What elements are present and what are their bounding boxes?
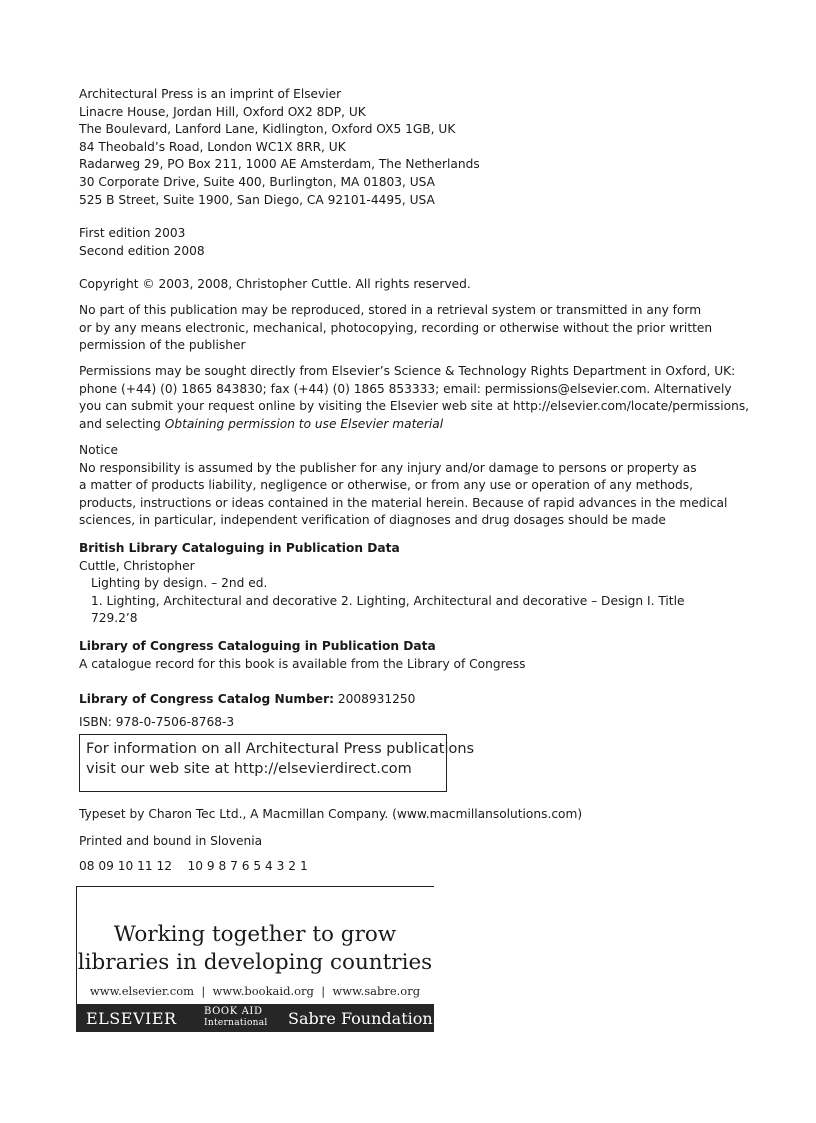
edition-history	[79, 225, 205, 260]
banner-logo-bar	[76, 1004, 434, 1032]
cip-classification: 729.2’8	[91, 611, 138, 626]
permissions-line	[79, 416, 749, 434]
edition-line: Second edition 2008	[79, 243, 205, 258]
permissions-line: phone (+44) (0) 1865 843830; fax (+44) (0) 1865 853333; email: permissions@elsevier.com. Alternatively	[79, 381, 732, 396]
permissions-italic: Obtaining permission to use Elsevier material	[164, 416, 444, 431]
notice-line: No responsibility is assumed by the publisher for any injury and/or damage to persons or property as	[79, 460, 697, 475]
permissions-prefix: and selecting	[79, 416, 165, 431]
address-line: 30 Corporate Drive, Suite 400, Burlington, MA 01803, USA	[79, 174, 435, 189]
address-line: Radarweg 29, PO Box 211, 1000 AE Amsterdam, The Netherlands	[79, 157, 480, 172]
address-line: 525 B Street, Suite 1900, San Diego, CA 92101-4495, USA	[79, 192, 435, 207]
rights-line: No part of this publication may be reproduced, stored in a retrieval system or transmitted in any form	[79, 303, 702, 317]
isbn	[79, 714, 234, 732]
permissions-statement	[79, 363, 749, 433]
permissions-line: Permissions may be sought directly from Elsevier’s Science & Technology Rights Department in Oxford, UK:	[79, 364, 736, 378]
info-box-line: For information on all Architectural Press publications	[86, 741, 475, 757]
edition-line: First edition 2003	[79, 226, 186, 240]
cip-author: Cuttle, Christopher	[79, 558, 195, 573]
notice-section	[79, 442, 727, 530]
loc-cip	[79, 638, 526, 673]
printed-line: Printed and bound in Slovenia	[79, 834, 263, 848]
loc-text: A catalogue record for this book is available from the Library of Congress	[79, 656, 526, 671]
banner-links: www.elsevier.com | www.bookaid.org | www.sabre.org	[89, 984, 421, 998]
banner-top-rule	[76, 886, 434, 887]
copyright-line: Copyright © 2003, 2008, Christopher Cuttle. All rights reserved.	[79, 277, 471, 291]
british-library-cip	[79, 540, 684, 628]
notice-line: products, instructions or ideas contained in the material herein. Because of rapid advances in the medical	[79, 495, 728, 510]
address-line: The Boulevard, Lanford Lane, Kidlington, Oxford OX5 1GB, UK	[79, 122, 456, 137]
bookaid-logo-sub: International	[204, 1018, 268, 1028]
cip-subjects: 1. Lighting, Architectural and decorative 2. Lighting, Architectural and decorative – Design I. Title	[91, 593, 685, 608]
permissions-line: you can submit your request online by visiting the Elsevier web site at http://elsevier.com/locate/permissions,	[79, 399, 750, 414]
copyright-notice	[79, 276, 471, 294]
address-line: Linacre House, Jordan Hill, Oxford OX2 8DP, UK	[79, 104, 366, 119]
bookaid-logo: BOOK AID	[204, 1006, 263, 1017]
loc-number-label: Library of Congress Catalog Number:	[79, 692, 334, 706]
address-line: 84 Theobald’s Road, London WC1X 8RR, UK	[79, 139, 346, 154]
british-library-heading: British Library Cataloguing in Publication Data	[79, 541, 400, 555]
typeset-credit	[79, 806, 582, 824]
sabre-logo: Sabre Foundation	[288, 1009, 433, 1028]
info-box	[79, 734, 475, 792]
isbn-line: ISBN: 978-0-7506-8768-3	[79, 715, 235, 729]
rights-line: or by any means electronic, mechanical, photocopying, recording or otherwise without the prior written	[79, 320, 713, 335]
publisher-addresses	[79, 86, 480, 209]
print-number-line: 08 09 10 11 12 10 9 8 7 6 5 4 3 2 1	[79, 859, 308, 873]
loc-number-value: 2008931250	[333, 692, 416, 706]
print-line	[79, 858, 308, 876]
printed-credit	[79, 833, 262, 851]
rights-statement	[79, 302, 712, 355]
rights-line: permission of the publisher	[79, 338, 246, 353]
banner-headline-1: Working together to grow	[113, 922, 397, 947]
notice-line: sciences, in particular, independent verification of diagnoses and drug dosages should be made	[79, 513, 666, 528]
loc-heading: Library of Congress Cataloguing in Publication Data	[79, 639, 436, 653]
notice-heading: Notice	[79, 443, 118, 457]
loc-catalog-number	[79, 691, 415, 709]
banner-headline-2: libraries in developing countries	[77, 950, 433, 975]
notice-line: a matter of products liability, negligence or otherwise, or from any use or operation of any methods,	[79, 478, 693, 493]
info-box-line: visit our web site at http://elsevierdirect.com	[86, 761, 412, 777]
address-line: Architectural Press is an imprint of Elsevier	[79, 87, 342, 101]
cip-title: Lighting by design. – 2nd ed.	[91, 576, 268, 591]
typeset-line: Typeset by Charon Tec Ltd., A Macmillan Company. (www.macmillansolutions.com)	[79, 807, 583, 821]
book-aid-banner	[76, 886, 434, 1028]
elsevier-logo: ELSEVIER	[86, 1009, 177, 1028]
